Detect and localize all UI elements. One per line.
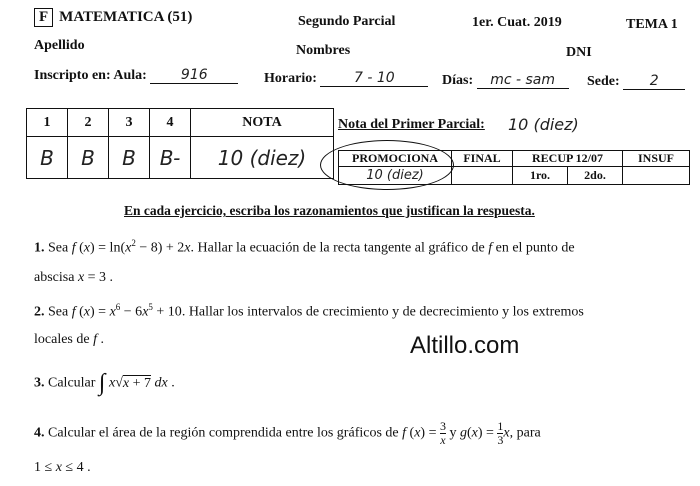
nombres-label: Nombres <box>296 43 351 58</box>
instructions: En cada ejercicio, escriba los razonamientos que justifican la respuesta. <box>124 203 535 218</box>
first-exam-value: 10 (diez) <box>508 115 579 134</box>
question-3-text-a: Calcular <box>48 375 96 391</box>
grade-value-4: B- <box>150 137 191 179</box>
promotion-header-promociona: PROMOCIONA <box>339 151 452 167</box>
question-1-text-a: Sea <box>48 240 69 256</box>
watermark: Altillo.com <box>410 332 520 359</box>
question-2-line-2: locales de f . <box>34 332 104 347</box>
question-4-text-a: Calcular el área de la región comprendida entre los gráficos de <box>48 425 399 441</box>
grades-header-3: 3 <box>109 109 150 137</box>
question-1-formula: f <box>71 240 76 256</box>
question-1-number: 1. <box>34 240 45 256</box>
sede-label: Sede: <box>587 74 620 89</box>
question-1-text-b: . Hallar la ecuación de la recta tangente al gráfico de <box>190 240 485 256</box>
grades-header-1: 1 <box>27 109 68 137</box>
question-3-number: 3. <box>34 375 45 391</box>
promotion-header-row <box>339 151 690 167</box>
grade-value-3: B <box>109 137 150 179</box>
question-1-text-d: abscisa <box>34 270 75 285</box>
horario-row <box>264 70 428 87</box>
question-4-text-b: y <box>449 425 457 441</box>
question-4-number: 4. <box>34 425 45 441</box>
question-2-text-b: . Hallar los intervalos de crecimiento y de decrecimiento y los extremos <box>181 304 584 320</box>
horario-label: Horario: <box>264 71 317 86</box>
aula-value: 916 <box>150 67 238 84</box>
promotion-header-final: FINAL <box>452 151 513 167</box>
first-exam-label: Nota del Primer Parcial: <box>338 117 485 132</box>
grades-table <box>26 108 334 179</box>
question-2-line-1: 2. Sea f $(x) = x^6 - 6x^5 + 10$. Hallar los intervalos de crecimiento y de decrecimiento y los extremos <box>34 302 584 320</box>
promotion-header-insuf: INSUF <box>623 151 690 167</box>
question-1-line-2: abscisa x = 3 . <box>34 270 114 285</box>
grades-header-2: 2 <box>68 109 109 137</box>
question-4-line-1: 4. Calcular el área de la región comprendida entre los gráficos de f (x) = $\frac{3}{x}$ y g(x) = $\frac{1}{3}$ x, para <box>34 419 541 447</box>
header-course-line <box>34 8 192 27</box>
grade-value-nota: 10 (diez) <box>191 137 334 179</box>
fraction-1-over-3: $\frac{1}{3}$ <box>497 419 504 447</box>
grades-header-row <box>27 109 334 137</box>
grades-value-row <box>27 137 334 179</box>
fraction-3-over-x: $\frac{3}{x}$ <box>439 419 446 447</box>
question-2-formula: f <box>71 304 76 320</box>
inscripto-row <box>34 67 238 84</box>
promotion-table <box>338 150 690 185</box>
sede-row <box>587 73 685 90</box>
question-4-line-2: 1 ≤ x ≤ 4 . <box>34 460 91 475</box>
exam-term: 1er. Cuat. 2019 <box>472 15 562 30</box>
question-1-text-c: en el punto de <box>495 240 575 256</box>
course-name: MATEMATICA (51) <box>59 9 193 25</box>
sede-value: 2 <box>623 73 685 90</box>
apellido-label: Apellido <box>34 38 85 53</box>
question-2-text-c: locales de <box>34 332 90 347</box>
promotion-value-row <box>339 167 690 185</box>
grade-value-2: B <box>68 137 109 179</box>
grades-header-4: 4 <box>150 109 191 137</box>
inscripto-label: Inscripto en: Aula: <box>34 68 147 83</box>
form-letter-box: F <box>34 8 53 27</box>
question-1-line-1: 1. Sea f $(x) = \ln(x^2 - 8) + 2x$. Hallar la ecuación de la recta tangente al gráfico de f en el punto de <box>34 238 575 256</box>
final-value <box>452 167 513 185</box>
grades-header-nota: NOTA <box>191 109 334 137</box>
exam-tema: TEMA 1 <box>626 17 678 32</box>
question-3-formula: x <box>109 375 116 391</box>
dias-label: Días: <box>442 73 474 88</box>
dias-row <box>442 72 569 89</box>
dias-value: mc - sam <box>477 72 569 89</box>
insuf-value <box>623 167 690 185</box>
integral-sign: ∫ <box>98 370 106 396</box>
question-2-number: 2. <box>34 304 45 320</box>
grade-value-1: B <box>27 137 68 179</box>
exam-name: Segundo Parcial <box>298 14 396 29</box>
question-3: 3. Calcular ∫ x√x + 7 dx . <box>34 370 175 396</box>
promotion-header-recup: RECUP 12/07 <box>513 151 623 167</box>
recup-2do: 2do. <box>568 167 623 185</box>
question-4-text-c: , para <box>509 425 541 441</box>
horario-value: 7 - 10 <box>320 70 428 87</box>
promociona-value: 10 (diez) <box>339 167 452 185</box>
dni-label: DNI <box>566 45 592 60</box>
recup-1ro: 1ro. <box>513 167 568 185</box>
question-2-text-a: Sea <box>48 304 69 320</box>
